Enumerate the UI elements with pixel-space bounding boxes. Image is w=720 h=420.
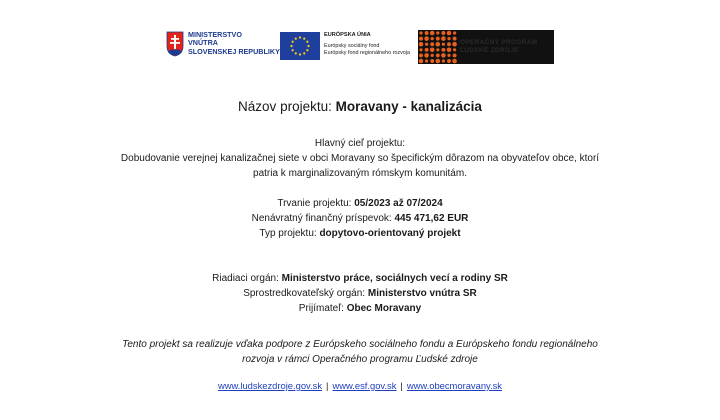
eu-star-icon [306, 49, 308, 51]
type-line: Typ projektu: dopytovo-orientovaný projekt [259, 227, 461, 239]
grid-dot-icon [425, 43, 428, 46]
eu-star-icon [303, 52, 305, 54]
support-statement: Tento projekt sa realizuje vďaka podpore z Európskeho sociálneho fondu a Európskeho fondu regionálneho rozvoja v rámci Operačného programu Ľudské zdroje [122, 339, 598, 365]
program-logo [418, 30, 554, 64]
ministry-name: MINISTERSTVO VNÚTRA SLOVENSKEJ REPUBLIKY [188, 30, 280, 56]
grid-dot-icon [430, 42, 434, 46]
grid-dot-icon [424, 36, 429, 41]
recipient-line: Prijímateľ: Obec Moravany [298, 302, 422, 314]
grid-dot-icon [436, 59, 441, 64]
eu-star-icon [292, 49, 294, 51]
grid-dot-icon [425, 48, 429, 52]
grid-dot-icon [436, 31, 439, 34]
grid-dot-icon [436, 42, 441, 47]
grid-dot-icon [419, 48, 422, 51]
project-bodies [0, 272, 720, 316]
grant-line: Nenávratný finančný príspevok: 445 471,62 EUR [251, 212, 469, 224]
grid-dot-icon [441, 53, 446, 58]
grid-dot-icon [442, 43, 445, 46]
eu-star-icon [307, 45, 309, 47]
grid-dot-icon [436, 48, 439, 51]
grid-dot-icon [453, 31, 456, 34]
grid-dot-icon [453, 48, 456, 51]
grid-dot-icon [419, 59, 424, 64]
grid-dot-icon [447, 42, 451, 46]
grid-dot-icon [436, 37, 440, 41]
grid-dot-icon [453, 37, 457, 41]
slovak-crest-icon [166, 31, 184, 57]
eu-star-icon [306, 41, 308, 43]
eu-text: EURÓPSKA ÚNIA Európsky sociálny fond Európsky fond regionálneho rozvoja [324, 32, 411, 56]
grid-dot-icon [441, 48, 445, 52]
ministry-logo [166, 30, 280, 64]
intermediate-body-line: Sprostredkovateľský orgán: Ministerstvo vnútra SR [243, 287, 477, 299]
link-ludskezdroje[interactable]: www.ludskezdroje.gov.sk [217, 380, 323, 391]
grid-dot-icon [425, 31, 429, 35]
grid-dot-icon [430, 59, 434, 63]
eu-star-icon [299, 36, 301, 38]
link-esf[interactable]: www.esf.gov.sk [332, 380, 397, 391]
grid-dot-icon [442, 59, 445, 62]
eu-logo [280, 30, 420, 64]
grid-dot-icon [441, 31, 445, 35]
grid-dot-icon [447, 37, 450, 40]
grid-dot-icon [431, 54, 434, 57]
program-name: OPERAČNÝ PROGRAM ĽUDSKÉ ZDROJE [460, 39, 538, 54]
project-details [0, 197, 720, 241]
dotted-grid-icon [418, 30, 458, 64]
grid-dot-icon [430, 31, 435, 36]
eu-star-icon [295, 38, 297, 40]
project-goal: Hlavný cieľ projektu: Dobudovanie verejnej kanalizačnej siete v obci Moravany so špecifickým dôrazom na obyvateľov obce, ktorí patria k marginalizovaným rómskym komunitám. [120, 138, 600, 179]
grid-dot-icon [424, 53, 429, 58]
grid-dot-icon [447, 54, 450, 57]
eu-star-icon [303, 38, 305, 40]
grid-dot-icon [447, 59, 451, 63]
grid-dot-icon [425, 59, 428, 62]
links-footer: www.ludskezdroje.gov.sk | www.esf.gov.sk | www.obecmoravany.sk [217, 380, 502, 391]
grid-dot-icon [452, 59, 457, 64]
grid-dot-icon [436, 53, 440, 57]
project-title: Názov projektu: Moravany - kanalizácia [238, 99, 482, 114]
managing-authority-line: Riadiaci orgán: Ministerstvo práce, sociálnych vecí a rodiny SR [212, 273, 508, 284]
grid-dot-icon [431, 37, 434, 40]
grid-dot-icon [441, 36, 446, 41]
grid-dot-icon [452, 42, 457, 47]
eu-star-icon [295, 52, 297, 54]
duration-line: Trvanie projektu: 05/2023 až 07/2024 [277, 198, 443, 209]
link-obecmoravany[interactable]: www.obecmoravany.sk [406, 380, 502, 391]
grid-dot-icon [419, 42, 424, 47]
eu-flag-icon [280, 32, 320, 60]
grid-dot-icon [419, 53, 423, 57]
grid-dot-icon [430, 48, 435, 53]
eu-star-icon [299, 53, 301, 55]
grid-dot-icon [447, 31, 452, 36]
eu-star-icon [290, 45, 292, 47]
grid-dot-icon [447, 48, 452, 53]
eu-star-icon [292, 41, 294, 43]
grid-dot-icon [419, 37, 423, 41]
grid-dot-icon [419, 31, 422, 34]
grid-dot-icon [453, 53, 457, 57]
